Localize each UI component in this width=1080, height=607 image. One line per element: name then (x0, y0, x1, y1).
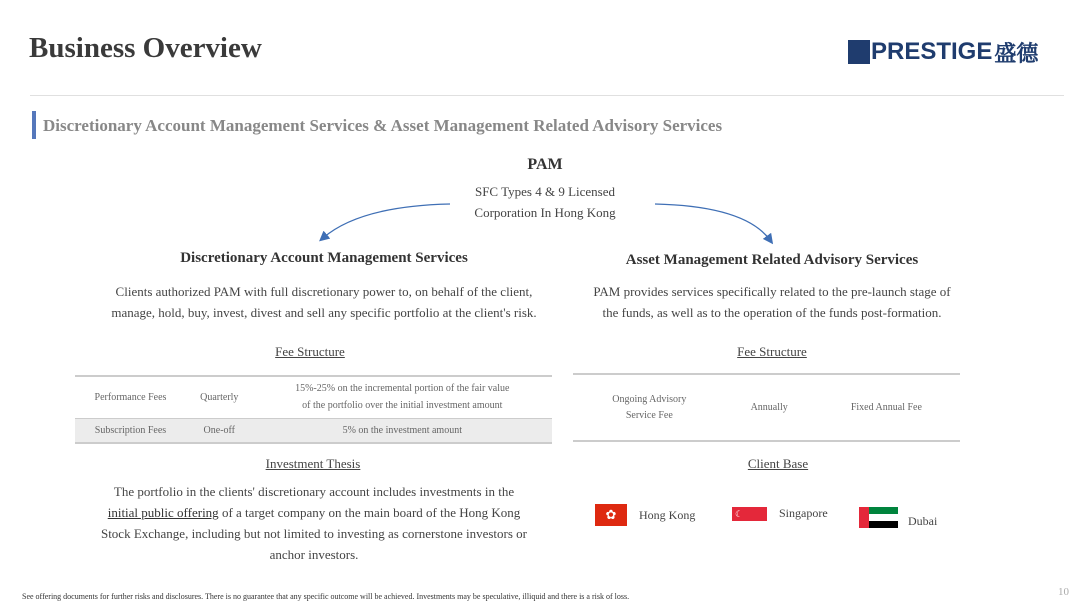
thesis-text: of a target company on the main board of the Hong Kong (218, 505, 521, 520)
pam-license-line1: SFC Types 4 & 9 Licensed (474, 184, 616, 199)
page-number: 10 (1058, 586, 1069, 598)
fee-type (573, 374, 726, 441)
arrow-left-icon (323, 204, 450, 238)
right-desc-line: the funds, as well as to the operation of the funds post-formation. (602, 305, 942, 320)
pam-title: PAM (527, 156, 563, 173)
client-label: Hong Kong (639, 507, 696, 522)
hong-kong-flag-icon: ✿ (595, 504, 627, 526)
logo-cjk: 盛德 (994, 40, 1039, 66)
table-row (573, 374, 960, 441)
client-singapore (732, 506, 828, 521)
fee-type-line: Ongoing Advisory (612, 393, 687, 405)
pam-license-line2: Corporation In Hong Kong (474, 205, 616, 220)
thesis-line (70, 502, 558, 523)
investment-thesis-heading: Investment Thesis (265, 456, 361, 471)
table-row (75, 376, 552, 418)
fee-description: 5% on the investment amount (342, 424, 462, 436)
left-description (70, 281, 578, 323)
fee-description (253, 376, 552, 418)
fee-desc-line: 15%-25% on the incremental portion of the fair value (295, 383, 510, 395)
arrow-right-icon (655, 204, 770, 240)
fee-frequency: Annually (750, 402, 788, 413)
right-desc-line: PAM provides services specifically related to the pre-launch stage of (593, 284, 951, 299)
client-label: Dubai (908, 514, 938, 528)
client-base-heading: Client Base (747, 456, 809, 471)
left-fee-table (75, 375, 552, 444)
client-hong-kong (595, 504, 695, 526)
right-description (560, 281, 984, 323)
uae-flag-icon (859, 507, 898, 528)
fee-description: Fixed Annual Fee (850, 402, 922, 413)
arrows (0, 0, 1080, 260)
section-title: Discretionary Account Management Services & Asset Management Related Advisory Services (43, 116, 723, 135)
left-desc-line: manage, hold, buy, invest, divest and sell any specific portfolio at the client's risk. (111, 305, 537, 320)
fee-type: Subscription Fees (94, 424, 167, 436)
left-title: Discretionary Account Management Services (180, 250, 468, 266)
right-fee-table (573, 373, 960, 442)
left-desc-line: Clients authorized PAM with full discretionary power to, on behalf of the client, (115, 284, 533, 299)
left-fee-heading: Fee Structure (275, 344, 345, 359)
fee-frequency: One-off (203, 424, 236, 436)
fee-type: Performance Fees (94, 391, 167, 403)
fee-type-line: Service Fee (625, 409, 673, 421)
logo-text: PRESTIGE (871, 38, 993, 65)
thesis-line: The portfolio in the clients' discretionary account includes investments in the (113, 484, 515, 499)
thesis-highlight: initial public offering (107, 505, 219, 520)
investment-thesis-text (70, 481, 558, 565)
thesis-line: anchor investors. (269, 547, 359, 562)
client-label: Singapore (779, 506, 828, 520)
fee-desc-line: of the portfolio over the initial investment amount (302, 400, 503, 412)
singapore-flag-icon: ☾ (732, 507, 767, 521)
client-dubai (859, 506, 937, 529)
page-title: Business Overview (29, 32, 262, 64)
right-title: Asset Management Related Advisory Services (625, 252, 919, 268)
fee-frequency: Quarterly (200, 391, 239, 403)
thesis-line: Stock Exchange, including but not limited to investing as cornerstone investors or (100, 526, 528, 541)
table-row (75, 418, 552, 443)
right-fee-heading: Fee Structure (737, 344, 807, 359)
footer-disclaimer: See offering documents for further risks and disclosures. There is no guarantee that any specific outcome will be achieved. Investments may be speculative, illiquid and there is a risk of loss. (22, 592, 630, 601)
